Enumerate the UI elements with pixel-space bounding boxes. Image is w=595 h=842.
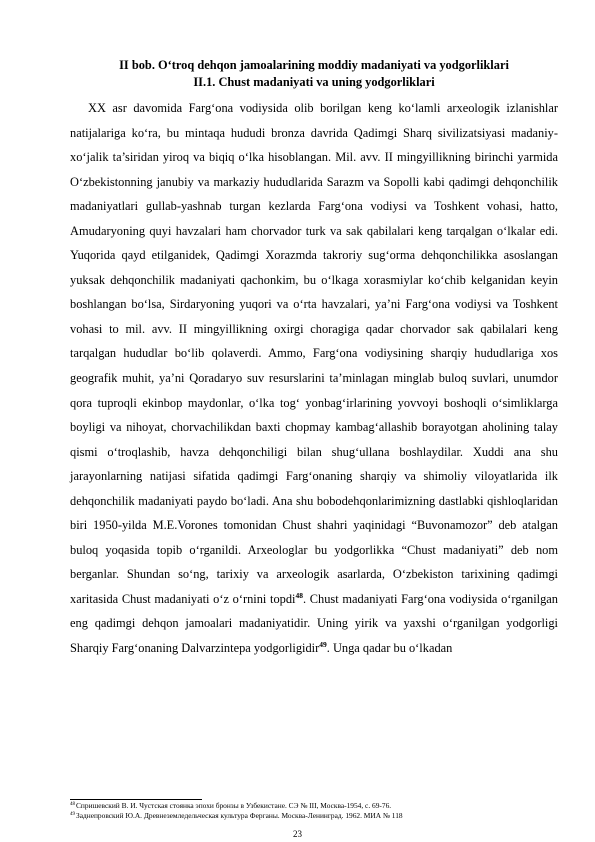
body-text: [70, 96, 558, 661]
page-number: 23: [293, 829, 302, 839]
footnote-separator: [70, 799, 202, 800]
chapter-title: II bob. O‘troq dehqon jamoalarining moddiy madaniyati va yodgorliklari: [119, 58, 509, 72]
body-text-part-2: . Chust madaniyati Farg‘ona vodiysida o‘rganilgan eng qadimgi dehqon jamoalari madaniyatidir. Uning yirik va yaxshi o‘rganilgan yodgorligi Sharqiy Farg‘onaning Dalvarzintepa yodgorligidir: [70, 591, 558, 656]
footnote-mark: 49: [70, 811, 75, 817]
body-paragraph: [70, 96, 558, 661]
footnote-48: [70, 801, 558, 810]
body-text-part-3: . Unga qadar bu o‘lkadan: [326, 641, 453, 656]
footnote-49: [70, 811, 558, 820]
footnote-text: Спришевский В. И. Чустская стоянка эпохи бронзы в Узбекистане. СЭ № III, Москва-1954, с. 69-76.: [76, 801, 392, 810]
footnote-text: Заднепровский Ю.А. Древнеземледельческая культура Ферганы. Москва-Ленинград. 1962. МИА № 118: [76, 811, 403, 820]
footnote-mark: 48: [70, 801, 75, 807]
footnote-ref-48[interactable]: 48: [295, 590, 303, 600]
body-text-part-1: XX asr davomida Farg‘ona vodiysida olib borilgan keng ko‘lamli arxeologik izlanishlar natijalariga ko‘ra, bu mintaqa hududi bronza davrida Qadimgi Sharq sivilizatsiyasi madaniy-xo‘jalik ta’siridan yiroq va biqiq o‘lka hisoblangan. Mil. avv. II mingyillikning birinchi yarmida O‘zbekistonning janubiy va markaziy hududlarida Sarazm va Sopolli kabi qadimgi dehqonchilik madaniyatlari gullab-yashnab turgan kezlarda Farg‘ona vodiysi va Toshkent vohasi, hatto, Amudaryoning quyi havzalari ham chorvador turk va sak qabilalari keng tarqalgan o‘lkalar edi. Yuqorida qayd etilganidek, Qadimgi Xorazmda takroriy sug‘orma dehqonchilikka asoslangan yuksak dehqonchilik madaniyati qachonkim, bu o‘lkaga xorasmiylar ko‘chib kelganidan keyin boshlangan bo‘lsa, Sirdaryoning yuqori va o‘rta havzalari, ya’ni Farg‘ona vodiysi va Toshkent vohasi to mil. avv. II mingyillikning oxirgi choragiga qadar chorvador sak qabilalari keng tarqalgan hududlar bo‘lib qolaverdi. Ammo, Farg‘ona vodiysining sharqiy hududlariga xos geografik muhit, ya’ni Qoradaryo suv resurslarini ta’minlagan minglab buloq suvlari, unumdor qora tuproqli ekinbop maydonlar, o‘lka tog‘ yonbag‘irlarining yovvoyi boshoqli o‘simliklarga boyligi va nihoyat, chorvachilikdan baxti chopmay kambag‘allashib borayotgan aholining talay qismi o‘troqlashib, havza dehqonchiligi bilan shug‘ullana boshlaydilar. Xuddi ana shu jarayonlarning natijasi sifatida qadimgi Farg‘onaning sharqiy va shimoliy viloyatlarida ilk dehqonchilik madaniyati paydo bo‘ladi. Ana shu bobodehqonlarimizning dastlabki qishloqlaridan biri 1950-yilda M.E.Vorones tomonidan Chust shahri yaqinidagi “Buvonamozor” deb atalgan buloq yoqasida topib o‘rganildi. Arxeologlar bu yodgorlikka “Chust madaniyati” deb nom berganlar. Shundan so‘ng, tarixiy va arxeologik asarlarda, O‘zbekiston tarixining qadimgi xaritasida Chust madaniyati o‘z o‘rnini topdi: [70, 101, 558, 606]
footnote-ref-49[interactable]: 49: [319, 639, 327, 649]
section-title: II.1. Chust madaniyati va uning yodgorliklari: [193, 75, 435, 89]
